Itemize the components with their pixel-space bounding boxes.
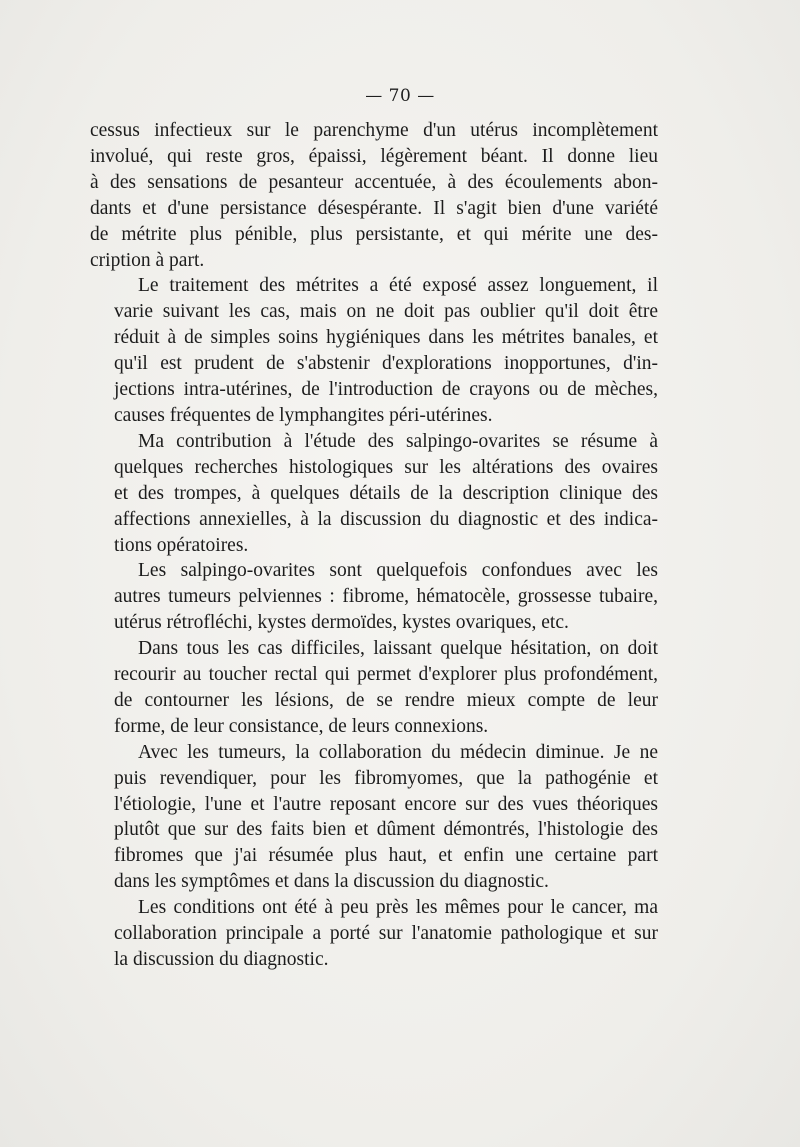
text-line: dants et d'une persistance désespérante. Il s'agit bien d'une variété	[90, 197, 658, 219]
text-line: et des trompes, à quelques détails de la description clinique des	[114, 482, 658, 504]
paragraph	[90, 118, 658, 273]
text-line: Les salpingo-ovarites sont quelquefois confondues avec les	[138, 560, 658, 582]
paragraph	[90, 429, 658, 559]
text-line: puis revendiquer, pour les fibromyomes, que la pathogénie et	[114, 767, 658, 789]
text-line: la discussion du diagnostic.	[114, 949, 329, 970]
text-line: de métrite plus pénible, plus persistante, et qui mérite une des-	[90, 223, 658, 245]
text-line: forme, de leur consistance, de leurs connexions.	[114, 715, 489, 737]
text-line: cessus infectieux sur le parenchyme d'un utérus incomplètement	[90, 120, 658, 141]
text-line: à des sensations de pesanteur accentuée, à des écoulements abon-	[90, 171, 658, 193]
text-line: recourir au toucher rectal qui permet d'explorer plus profondément,	[114, 664, 658, 686]
text-line: dans les symptômes et dans la discussion du diagnostic.	[114, 871, 549, 893]
text-line: quelques recherches histologiques sur les altérations des ovaires	[114, 456, 658, 478]
text-line: cription à part.	[90, 249, 205, 271]
paragraph	[90, 273, 658, 428]
text-line: réduit à de simples soins hygiéniques dans les métrites banales, et	[114, 327, 658, 349]
text-line: fibromes que j'ai résumée plus haut, et enfin une certaine part	[114, 845, 658, 867]
text-line: varie suivant les cas, mais on ne doit pas oublier qu'il doit être	[114, 301, 658, 323]
text-line: involué, qui reste gros, épaissi, légèrement béant. Il donne lieu	[90, 145, 658, 167]
text-line: affections annexielles, à la discussion du diagnostic et des indica-	[114, 508, 658, 530]
text-line: autres tumeurs pelviennes : fibrome, hématocèle, grossesse tubaire,	[114, 586, 658, 608]
text-line: Dans tous les cas difficiles, laissant quelque hésitation, on doit	[138, 638, 658, 660]
paragraph	[90, 636, 658, 740]
text-line: qu'il est prudent de s'abstenir d'explorations inopportunes, d'in-	[114, 353, 658, 375]
text-line: tions opératoires.	[114, 534, 249, 556]
text-line: de contourner les lésions, de se rendre mieux compte de leur	[114, 689, 658, 711]
text-line: Avec les tumeurs, la collaboration du médecin diminue. Je ne	[138, 741, 658, 763]
text-line: jections intra-utérines, de l'introduction de crayons ou de mèches,	[114, 379, 658, 401]
text-line: collaboration principale a porté sur l'anatomie pathologique et sur	[114, 923, 658, 945]
text-line: causes fréquentes de lymphangites péri-utérines.	[114, 404, 493, 426]
page-number: — 70 —	[365, 86, 435, 106]
paragraph	[90, 895, 658, 973]
paragraph	[90, 740, 658, 895]
text-line: Les conditions ont été à peu près les mêmes pour le cancer, ma	[138, 897, 658, 919]
paragraph	[90, 558, 658, 636]
text-line: Ma contribution à l'étude des salpingo-ovarites se résume à	[138, 430, 658, 452]
text-line: l'étiologie, l'une et l'autre reposant encore sur des vues théoriques	[114, 793, 658, 815]
page-body-text	[90, 118, 658, 973]
text-line: plutôt que sur des faits bien et dûment démontrés, l'histologie des	[114, 819, 658, 841]
text-line: Le traitement des métrites a été exposé assez longuement, il	[138, 275, 658, 297]
text-line: utérus rétrofléchi, kystes dermoïdes, kystes ovariques, etc.	[114, 612, 569, 634]
